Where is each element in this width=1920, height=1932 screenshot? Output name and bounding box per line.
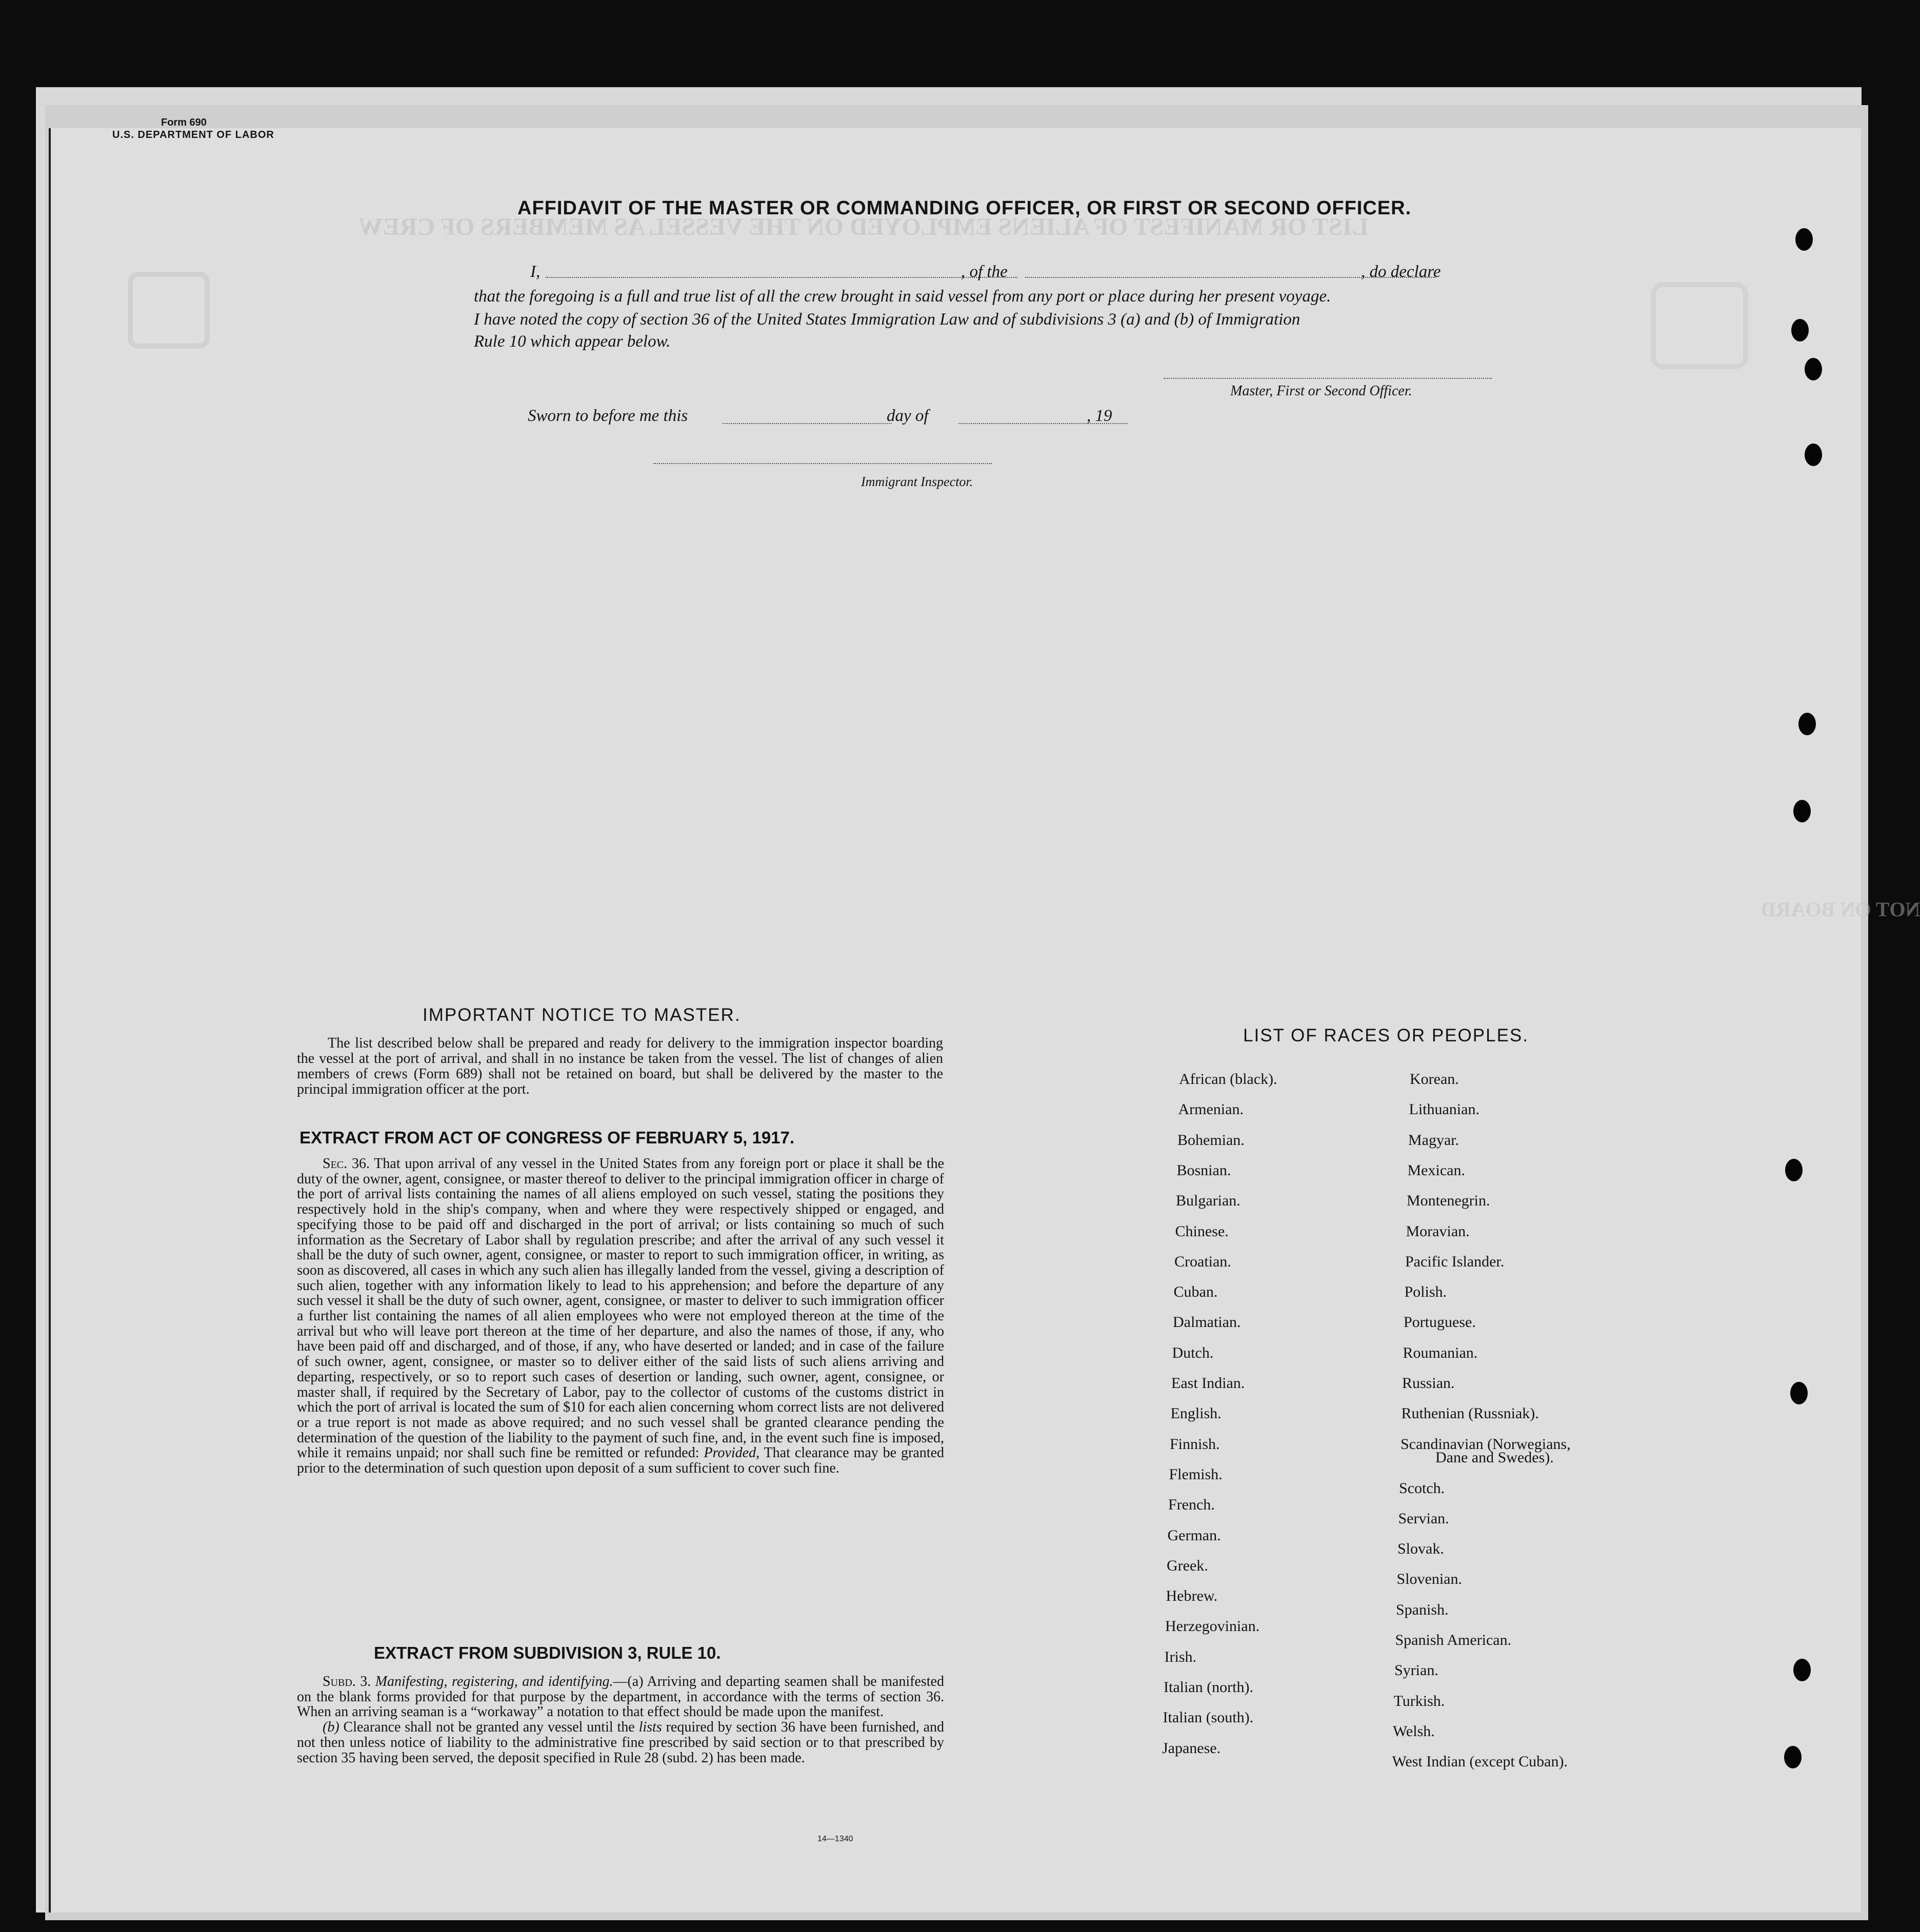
race-entry: Moravian. [1406,1222,1470,1240]
race-entry: Scandinavian (Norwegians, [1401,1435,1571,1453]
race-entry: Slovenian. [1396,1571,1462,1588]
act-title: EXTRACT FROM ACT OF CONGRESS OF FEBRUARY 5, 1917. [299,1128,795,1147]
race-entry: Pacific Islander. [1405,1253,1505,1270]
race-entry: Servian. [1398,1510,1449,1527]
race-entry: Korean. [1410,1071,1459,1088]
race-entry: French. [1168,1496,1215,1514]
race-entry: Bulgarian. [1176,1192,1241,1210]
race-entry: Hebrew. [1166,1587,1218,1605]
section-36-text-end: That clearance may be granted prior to the determination of such question upon deposit of a sum sufficient to cover such fine. [297,1445,945,1477]
provided-word: Provided, [704,1445,760,1461]
form-number: Form 690 [161,117,207,128]
race-entry: Turkish. [1393,1692,1445,1709]
affidavit-line-3: I have noted the copy of section 36 of the United States Immigration Law and of subdivisions 3 (a) and (b) of Immigration [474,310,1301,329]
bleed-through-title: LIST OR MANIFEST OF ALIENS EMPLOYED ON THE VESSEL AS MEMBERS OF CREW [358,213,1369,240]
print-code: 14—1340 [817,1835,853,1843]
name-blank-line [546,277,1017,278]
inspector-signature-line [653,463,992,464]
punch-hole [1785,1159,1803,1181]
race-entry: Cuban. [1173,1283,1218,1301]
subdivision-title: Manifesting, registering, and identifying. [375,1674,613,1689]
sworn-text: Sworn to before me this [528,407,688,425]
race-entry: Slovak. [1397,1540,1444,1558]
punch-hole [1790,1382,1808,1404]
race-entry: Scotch. [1399,1479,1445,1497]
affidavit-declare: , do declare [1361,263,1441,281]
race-entry: Dutch. [1172,1344,1214,1361]
clause-a-text: Arriving and departing seamen shall be manifested on the blank forms provided for that purpose by the department, in accordance with the terms of section 36. When an arriving seaman is a “workaway” a notation to that effect should be made upon the manifest. [297,1674,944,1720]
punch-hole [1798,713,1816,735]
bleed-through-mark [128,272,210,349]
race-entry: Bohemian. [1177,1131,1245,1149]
rule-title: EXTRACT FROM SUBDIVISION 3, RULE 10. [374,1643,721,1662]
race-entry: Syrian. [1394,1662,1438,1679]
department-name: U.S. DEPARTMENT OF LABOR [112,129,274,140]
subdivision-label: Subd. 3. [323,1674,371,1689]
race-entry: Dalmatian. [1173,1314,1241,1331]
affidavit-title: AFFIDAVIT OF THE MASTER OR COMMANDING OFFICER, OR FIRST OR SECOND OFFICER. [517,197,1412,219]
race-entry: West Indian (except Cuban). [1392,1753,1568,1770]
punch-hole [1791,319,1809,341]
race-entry: Magyar. [1408,1131,1459,1149]
punch-hole [1805,358,1822,380]
race-entry: Armenian. [1178,1101,1244,1118]
race-entry: Bosnian. [1176,1161,1231,1179]
bleed-through-side-text: NOT ON BOARD [1761,898,1920,921]
punch-hole [1795,228,1813,251]
race-entry: East Indian. [1171,1375,1245,1392]
clause-b-text-1: Clearance shall not be granted any vessel until the [343,1719,635,1736]
race-entry: Spanish American. [1395,1632,1512,1649]
section-label: Sec. 36. [323,1156,370,1172]
race-entry: Finnish. [1170,1435,1220,1453]
race-entry: African (black). [1179,1071,1277,1088]
race-entry: German. [1167,1526,1221,1544]
punch-hole [1805,444,1822,466]
race-entry: Japanese. [1162,1739,1221,1757]
act-text [297,1156,944,1476]
year-text: , 19 [1087,407,1112,425]
race-entry: Dane and Swedes). [1435,1449,1554,1466]
signature-line [1164,378,1492,379]
races-title: LIST OF RACES OR PEOPLES. [1243,1025,1529,1045]
notice-text: The list described below shall be prepared and ready for delivery to the immigration inspector boarding the vessel at the port of arrival, and shall in no instance be taken from the vessel. The list of changes of alien members of crews (Form 689) shall not be retained on board, but shall be delivered by the master to the principal immigration officer at the port. [297,1035,943,1097]
rule-text [297,1674,944,1765]
race-entry: Montenegrin. [1407,1192,1490,1210]
race-entry: Italian (north). [1164,1679,1253,1696]
race-entry: Ruthenian (Russniak). [1401,1405,1539,1422]
signature-label: Master, First or Second Officer. [1230,383,1412,399]
clause-a-label: —(a) [613,1674,644,1689]
race-entry: Portuguese. [1404,1314,1476,1331]
race-entry: Herzegovinian. [1165,1618,1260,1635]
punch-hole [1784,1746,1802,1768]
race-entry: Mexican. [1407,1161,1465,1179]
race-entry: Spanish. [1396,1601,1449,1618]
race-entry: English. [1170,1405,1222,1422]
race-entry: Croatian. [1174,1253,1231,1270]
affidavit-of-the: , of the [961,263,1008,281]
clause-b-text-2: required by section 36 have been furnished, and not then unless notice of liability to the administrative fine prescribed by said section or to that prescribed by section 35 having been served, the deposit specified in Rule 28 (subd. 2) has been made. [297,1719,945,1766]
punch-hole [1793,1659,1811,1681]
bleed-through-mark [1651,282,1748,369]
day-of-text: day of [887,407,929,425]
race-entry: Flemish. [1169,1465,1223,1483]
race-entry: Polish. [1404,1283,1447,1301]
affidavit-line-4: Rule 10 which appear below. [474,332,671,351]
notice-title: IMPORTANT NOTICE TO MASTER. [423,1005,741,1025]
race-entry: Welsh. [1393,1722,1435,1740]
punch-hole [1793,800,1811,822]
race-entry: Chinese. [1175,1222,1229,1240]
race-entry: Lithuanian. [1409,1101,1479,1118]
affidavit-line-2: that the foregoing is a full and true list of all the crew brought in said vessel from any port or place during her present voyage. [474,287,1331,306]
clause-b-lists: lists [638,1719,662,1736]
section-36-text: That upon arrival of any vessel in the United States from any foreign port or place it shall be the duty of the owner, agent, consignee, or master thereof to deliver to the principal immigration officer in charge of the port of arrival lists containing the names of all aliens employed on such vessel, stating the positions they respectively hold in the ship's company, when and where they were respectively shipped or engaged, and specifying those to be paid off and discharged in the port of arrival; or lists containing so much of such information as the Secretary of Labor shall by regulation prescribe; and after the arrival of any such vessel it shall be the duty of such owner, agent, consignee, or master to report to such immigration officer, in writing, as soon as discovered, all cases in which any such alien has illegally landed from the vessel, giving a description of such alien, together with any information likely to lead to his apprehension; and before the departure of any such vessel it shall be the duty of such owner, agent, consignee, or master to deliver to such immigration officer a further list containing the names of all alien employees who were not employed thereon at the time of the arrival but who will leave port thereon at the time of her departure, and also the names of those, if any, who have been paid off and discharged, and of those, if any, who have deserted or landed; and in case of the failure of such owner, agent, consignee, or master so to deliver either of the said lists of such aliens arriving and departing, respectively, or so to report such cases of desertion or landing, such owner, agent, consignee, or master shall, if required by the Secretary of Labor, pay to the collector of customs of the customs district in which the port of arrival is located the sum of $10 for each alien concerning whom correct lists are not delivered or a true report is not made as above required; and no such vessel shall be granted clearance pending the determination of the question of the liability to the payment of such fine, and, in the event such fine is imposed, while it remains unpaid; nor shall such fine be remitted or refunded: [297,1156,944,1461]
race-entry: Italian (south). [1163,1709,1254,1726]
document-page [49,117,1920,1913]
race-entry: Greek. [1167,1557,1208,1574]
race-entry: Roumanian. [1403,1344,1478,1361]
race-entry: Russian. [1402,1375,1455,1392]
inspector-label: Immigrant Inspector. [861,474,973,489]
day-blank-line [723,423,892,424]
race-entry: Irish. [1164,1648,1196,1665]
affidavit-i: I, [530,263,541,281]
clause-b-label: (b) [323,1719,339,1736]
